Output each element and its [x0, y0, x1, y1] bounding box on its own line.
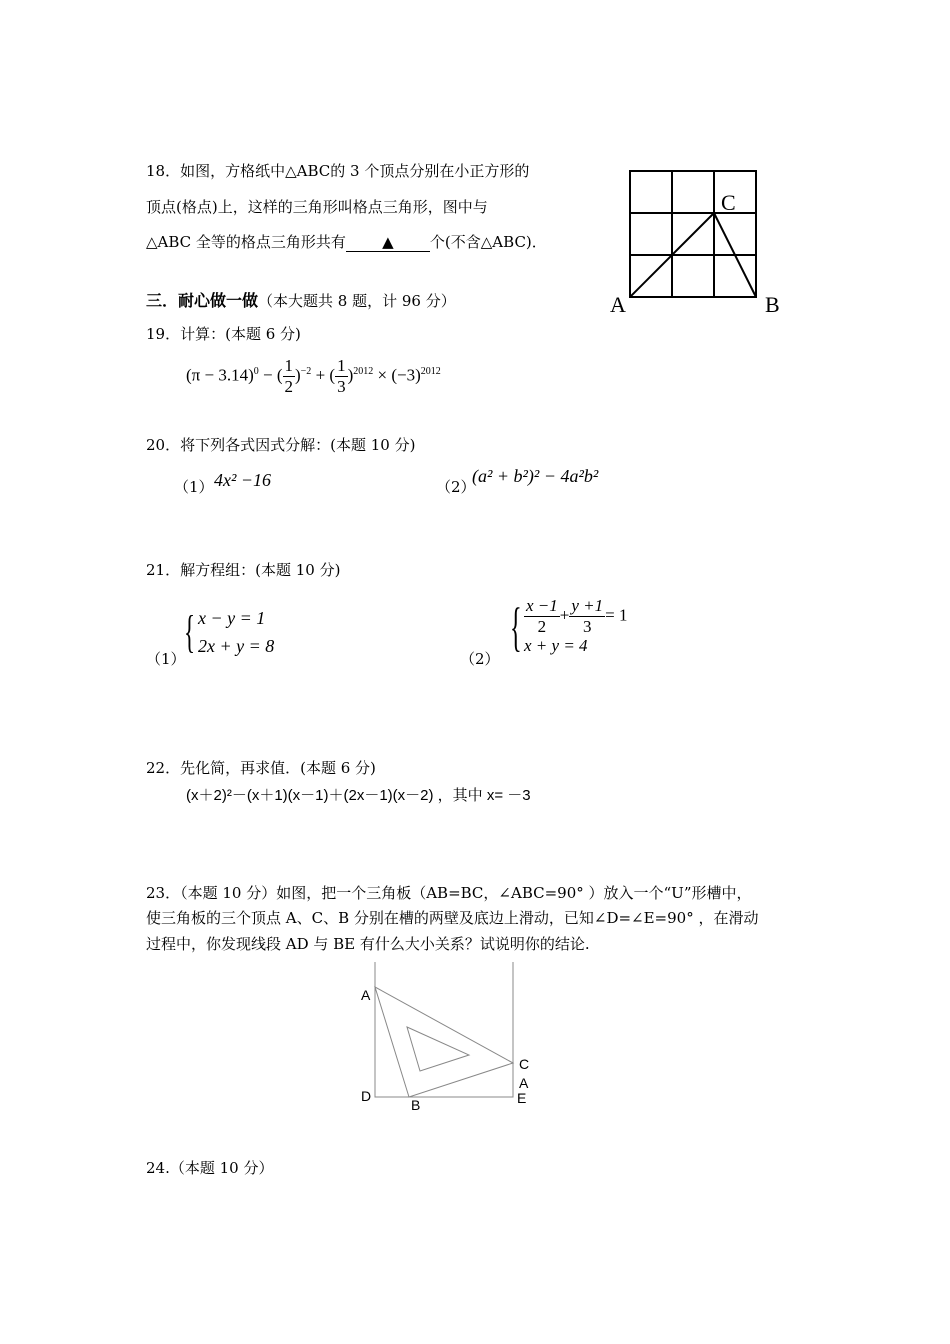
- q21-p2-brace: {: [510, 597, 522, 657]
- q23-line3: 过程中，你发现线段 AD 与 BE 有什么大小关系？试说明你的结论.: [146, 935, 590, 953]
- q19-head: 19．计算：(本题 6 分): [146, 325, 301, 343]
- label-b: B: [765, 292, 780, 317]
- q22-head: 22．先化简，再求值．(本题 6 分): [146, 759, 376, 777]
- q19-f2-den: 3: [337, 377, 346, 396]
- q24-head: 24.（本题 10 分）: [146, 1159, 274, 1177]
- u-label-a2: A: [519, 1075, 529, 1091]
- q20-part2-label: （2）: [436, 478, 476, 496]
- q23-line1: 23．（本题 10 分）如图，把一个三角板（AB=BC，∠ABC=90° ）放入一个“U”形槽中，: [146, 884, 752, 902]
- q21-p2-fb-num: y +1: [571, 596, 604, 615]
- u-label-c: C: [519, 1056, 530, 1072]
- q19-exp1: 0: [253, 365, 259, 377]
- q20-part2-expr: (a² + b²)² − 4a²b²: [472, 466, 599, 486]
- q21-p2-plus: +: [559, 605, 570, 625]
- u-label-a: A: [361, 987, 371, 1003]
- label-a: A: [610, 292, 626, 317]
- q21-p2-rhs: = 1: [605, 605, 628, 625]
- q20-part1-label: （1）: [174, 478, 214, 496]
- q21-head: 21．解方程组：(本题 10 分): [146, 561, 341, 579]
- q19-f1-den: 2: [284, 377, 293, 396]
- q19-plus: + (: [311, 365, 336, 385]
- q19-term1: (π − 3.14): [186, 365, 254, 385]
- q21-part1-label: （1）: [146, 650, 186, 668]
- section-title: 三．耐心做一做: [146, 291, 259, 310]
- q19-expression: $(\pi - 3.14)^0$ − ( $\frac{1}{2}$ )$^{-2}$ + ( $\frac{1}{3}$ )$^{2012} \times (-3)^{2012}$: [186, 356, 441, 396]
- section-note: （本大题共 8 题，计 96 分）: [258, 292, 456, 310]
- q23-line2: 使三角板的三个顶点 A、C、B 分别在槽的两壁及底边上滑动，已知∠D=∠E=90° ，在滑动: [146, 909, 759, 927]
- label-c: C: [721, 190, 736, 215]
- q18-line1: 18．如图，方格纸中△ABC的 3 个顶点分别在小正方形的: [146, 162, 530, 180]
- q19-exp2: −2: [300, 365, 312, 377]
- q19-f2-num: 1: [337, 356, 346, 375]
- q18-line2: 顶点(格点)上，这样的三角形叫格点三角形，图中与: [146, 198, 488, 216]
- q21-p1-eq1: x − y = 1: [198, 608, 266, 628]
- q20-head: 20．将下列各式因式分解：(本题 10 分): [146, 436, 416, 454]
- q21-part2-label: （2）: [460, 650, 500, 668]
- u-label-b: B: [411, 1097, 421, 1113]
- q19-minus: − (: [258, 365, 283, 385]
- q21-p2-fb-den: 3: [583, 617, 592, 636]
- q21-p2-fa-num: x −1: [526, 596, 558, 615]
- q19-f1-num: 1: [284, 356, 293, 375]
- q22-expression: (x＋2)²－(x＋1)(x－1)＋(2x－1)(x－2) ，其中 x= －3: [186, 787, 531, 804]
- q21-p1-brace: {: [184, 606, 196, 657]
- q21-p2-fa-den: 2: [537, 617, 547, 636]
- q21-p1-eq2: 2x + y = 8: [198, 636, 275, 656]
- q20-part1-expr: 4x² −16: [214, 470, 272, 490]
- q18-line3-start: △ABC 全等的格点三角形共有: [146, 233, 346, 251]
- answer-blank: ▲: [346, 233, 430, 252]
- q21-p2-eq2: x + y = 4: [524, 636, 588, 655]
- q19-exp4: 2012: [420, 365, 441, 377]
- u-slot: [375, 962, 513, 1097]
- q19-times: × (−3): [373, 365, 421, 385]
- u-label-d: D: [361, 1088, 372, 1104]
- q18-line3-end: 个(不含△ABC)．: [429, 233, 547, 251]
- q19-exp3: 2012: [353, 365, 374, 377]
- triangle-outer: [375, 987, 513, 1097]
- u-label-e: E: [517, 1090, 527, 1106]
